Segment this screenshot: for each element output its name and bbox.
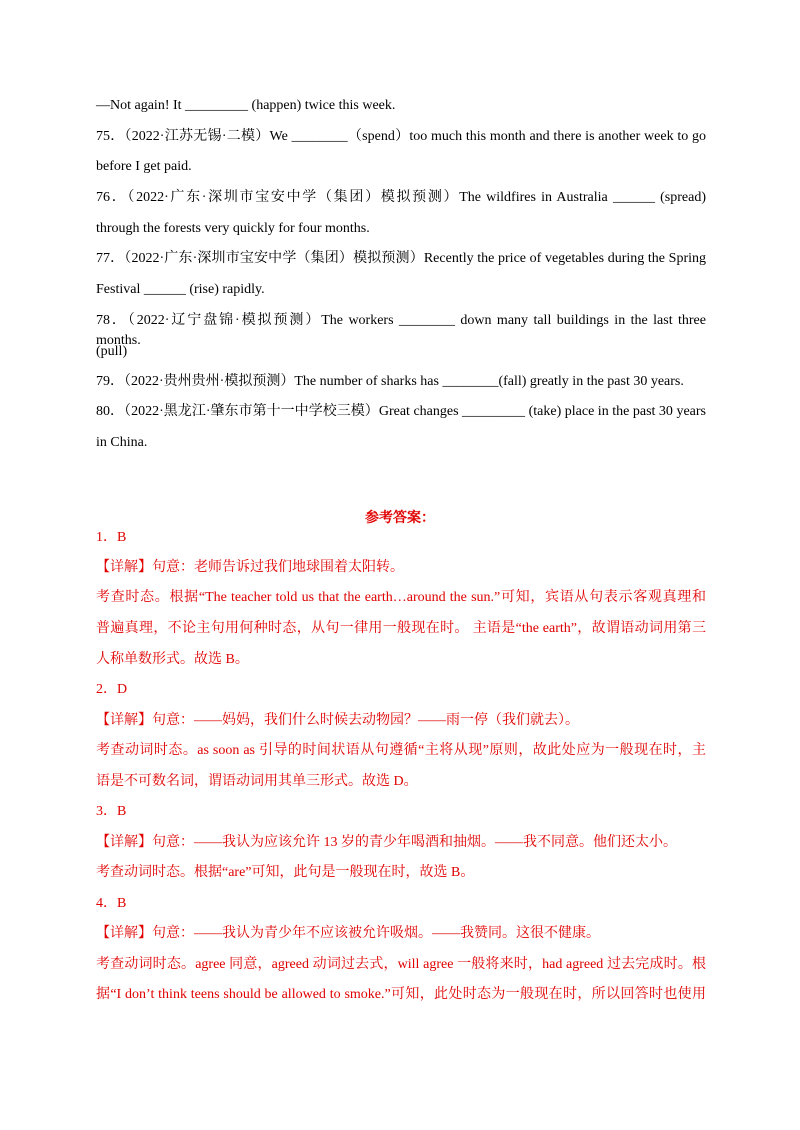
- answer-3-explanation: 考查动词时态。根据“are”可知，此句是一般现在时，故选 B。: [96, 865, 475, 880]
- question-77-line-2: Festival ______ (rise) rapidly.: [96, 282, 265, 297]
- answer-4-label: 4．B: [96, 896, 127, 911]
- question-74-answer-line: —Not again! It _________ (happen) twice this week.: [96, 98, 396, 113]
- question-80-line-2: in China.: [96, 435, 148, 450]
- question-75-line-1: 75．（2022·江苏无锡·二模）We ________（spend）too much this month and there is another week to go: [96, 129, 706, 144]
- question-80-line-1: 80．（2022·黑龙江·肇东市第十一中学校三模）Great changes _________ (take) place in the past 30 years: [96, 404, 706, 419]
- question-78-line-1: 78．（2022·辽宁盘锦·模拟预测）The workers ________ down many tall buildings in the last three months.: [96, 313, 706, 348]
- answer-2-explanation-1: 考查动词时态。as soon as 引导的时间状语从句遵循“主将从现”原则，故此处应为一般现在时，主: [96, 743, 706, 758]
- question-78-line-2: (pull): [96, 344, 128, 359]
- answer-1-explanation-1: 考查时态。根据“The teacher told us that the earth…around the sun.”可知，宾语从句表示客观真理和: [96, 590, 706, 605]
- answer-1-label: 1．B: [96, 530, 127, 545]
- answer-2-detail: 【详解】句意：——妈妈，我们什么时候去动物园？——雨一停（我们就去）。: [96, 713, 579, 728]
- answer-4-detail: 【详解】句意：——我认为青少年不应该被允许吸烟。——我赞同。这很不健康。: [96, 926, 600, 941]
- question-75-line-2: before I get paid.: [96, 159, 192, 174]
- question-76-line-1: 76．（2022·广东·深圳市宝安中学（集团）模拟预测）The wildfires in Australia ______ (spread): [96, 190, 706, 205]
- question-79-line-1: 79．（2022·贵州贵州·模拟预测）The number of sharks has ________(fall) greatly in the past 30 years.: [96, 374, 684, 389]
- answers-heading: 参考答案：: [365, 511, 435, 526]
- answer-1-explanation-2: 普遍真理，不论主句用何种时态，从句一律用一般现在时。 主语是“the earth”，故谓语动词用第三: [96, 621, 706, 636]
- answer-3-label: 3．B: [96, 804, 127, 819]
- answer-1-explanation-3: 人称单数形式。故选 B。: [96, 652, 249, 667]
- answer-2-label: 2．D: [96, 682, 128, 697]
- question-76-line-2: through the forests very quickly for four months.: [96, 221, 370, 236]
- answer-3-detail: 【详解】句意：——我认为应该允许 13 岁的青少年喝酒和抽烟。——我不同意。他们还太小。: [96, 835, 677, 850]
- question-77-line-1: 77．（2022·广东·深圳市宝安中学（集团）模拟预测）Recently the price of vegetables during the Spring: [96, 251, 706, 266]
- answer-4-explanation-1: 考查动词时态。agree 同意，agreed 动词过去式，will agree 一般将来时，had agreed 过去完成时。根: [96, 957, 706, 972]
- answer-1-detail: 【详解】句意：老师告诉过我们地球围着太阳转。: [96, 560, 404, 575]
- answer-4-explanation-2: 据“I don’t think teens should be allowed to smoke.”可知，此处时态为一般现在时，所以回答时也使用: [96, 987, 706, 1002]
- answer-2-explanation-2: 语是不可数名词，谓语动词用其单三形式。故选 D。: [96, 774, 418, 789]
